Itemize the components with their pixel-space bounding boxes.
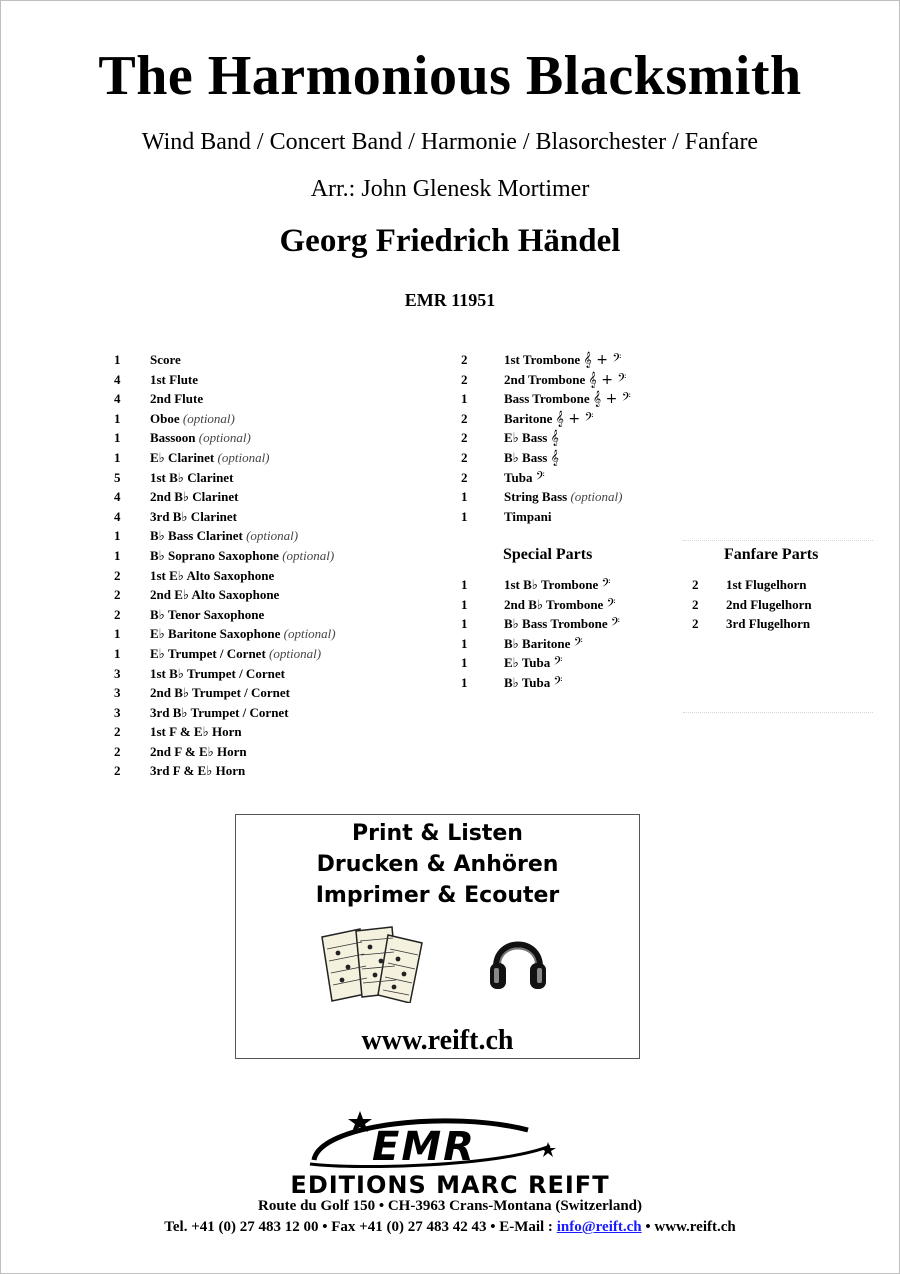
part-label: B♭ Bass <box>504 449 548 465</box>
optional-note: (optional) <box>282 547 335 563</box>
part-name <box>504 634 583 655</box>
part-label: 2nd B♭ Trumpet / Cornet <box>150 685 290 701</box>
part-quantity: 1 <box>114 645 121 661</box>
part-quantity: 1 <box>461 391 468 407</box>
part-name <box>504 370 626 391</box>
headphones-icon <box>488 925 548 995</box>
part-row <box>114 605 414 625</box>
part-row <box>114 370 414 390</box>
part-label: 2nd F & E♭ Horn <box>150 743 247 759</box>
part-quantity: 2 <box>461 449 468 465</box>
part-label: 1st F & E♭ Horn <box>150 724 242 740</box>
clef-icon: 𝄢 <box>535 469 545 486</box>
part-name <box>150 448 270 468</box>
print-listen-promo[interactable] <box>235 814 640 1059</box>
composer-name: Georg Friedrich Händel <box>279 223 621 259</box>
part-quantity: 4 <box>114 371 121 387</box>
part-name <box>150 664 285 684</box>
special-part-row <box>461 673 681 693</box>
part-name <box>504 614 620 635</box>
part-label: 2nd Flute <box>150 391 204 407</box>
part-name <box>150 585 279 605</box>
clef-icon: 𝄞 + 𝄢 <box>583 352 622 368</box>
special-part-row <box>461 595 681 615</box>
part-name <box>504 448 559 469</box>
promo-line-french: Imprimer & Ecouter <box>315 883 560 908</box>
part-quantity: 2 <box>461 352 468 367</box>
clef-icon: 𝄢 <box>553 674 563 691</box>
part-row <box>114 526 414 546</box>
part-quantity: 1 <box>461 489 468 505</box>
part-quantity: 2 <box>114 567 121 583</box>
part-row <box>114 487 414 507</box>
part-quantity: 1 <box>461 577 468 592</box>
catalog-number: EMR 11951 <box>404 290 496 310</box>
part-quantity: 1 <box>114 528 121 544</box>
part-name <box>504 428 559 449</box>
publisher-contact <box>0 1219 900 1236</box>
parts-list-column-2 <box>461 350 681 526</box>
part-row <box>114 389 414 409</box>
part-name <box>150 624 336 644</box>
part-label: 3rd F & E♭ Horn <box>150 763 246 779</box>
part-name <box>504 673 563 694</box>
parts-list-column-1 <box>114 350 414 781</box>
part-name <box>726 575 807 595</box>
promo-url-link[interactable]: www.reift.ch <box>361 1025 514 1056</box>
part-name <box>150 468 233 488</box>
part-name <box>504 595 616 616</box>
optional-note: (optional) <box>283 626 336 642</box>
part-row <box>114 761 414 781</box>
part-quantity: 1 <box>461 596 468 612</box>
part-quantity: 2 <box>692 577 699 592</box>
clef-icon: 𝄢 <box>573 635 583 652</box>
part-row <box>461 350 681 370</box>
part-name <box>150 526 298 546</box>
part-name <box>150 605 264 625</box>
part-row <box>114 722 414 742</box>
part-quantity: 2 <box>692 596 699 612</box>
part-name <box>150 644 321 664</box>
optional-note: (optional) <box>182 410 235 426</box>
part-label: E♭ Trumpet / Cornet <box>150 645 266 661</box>
optional-note: (optional) <box>198 430 251 446</box>
part-row <box>114 624 414 644</box>
optional-note: (optional) <box>269 645 322 661</box>
part-label: 1st Flugelhorn <box>726 577 807 592</box>
part-name <box>150 683 290 703</box>
part-name <box>504 653 563 674</box>
part-name <box>150 722 242 742</box>
part-label: 1st E♭ Alto Saxophone <box>150 567 275 583</box>
part-name <box>150 350 181 370</box>
part-row <box>114 585 414 605</box>
clef-icon: 𝄞 + 𝄢 <box>592 391 631 408</box>
part-quantity: 2 <box>461 430 468 446</box>
emr-logo <box>300 1108 570 1170</box>
contact-phone-fax: Tel. +41 (0) 27 483 12 00 • Fax +41 (0) 27 483 42 43 • E-Mail : <box>164 1219 557 1235</box>
part-name <box>504 507 551 527</box>
part-label: Oboe <box>150 410 180 426</box>
part-label: B♭ Tenor Saxophone <box>150 606 265 622</box>
part-quantity: 2 <box>461 469 468 485</box>
part-label: B♭ Bass Trombone <box>504 616 608 632</box>
part-row <box>114 448 414 468</box>
part-name <box>150 703 289 723</box>
clef-icon: 𝄞 + 𝄢 <box>555 410 594 427</box>
part-name <box>504 389 631 410</box>
part-quantity: 1 <box>114 430 121 446</box>
part-row <box>461 409 681 429</box>
part-label: Bassoon <box>150 430 196 446</box>
publisher-address: Route du Golf 150 • CH-3963 Crans-Montana (Switzerland) <box>258 1198 642 1214</box>
part-label: E♭ Clarinet <box>150 449 215 465</box>
part-quantity: 1 <box>114 449 121 465</box>
clef-icon: 𝄢 <box>601 577 611 593</box>
part-name <box>726 614 810 634</box>
part-quantity: 1 <box>461 655 468 671</box>
part-quantity: 5 <box>114 469 121 485</box>
part-quantity: 1 <box>461 635 468 651</box>
part-label: Tuba <box>504 469 533 485</box>
part-quantity: 1 <box>114 410 121 426</box>
fanfare-parts-list <box>692 575 872 634</box>
part-label: 1st Trombone <box>504 352 581 367</box>
part-name <box>150 409 235 429</box>
clef-icon: 𝄞 + 𝄢 <box>588 371 627 388</box>
part-row <box>461 507 681 527</box>
promo-line-german: Drucken & Anhören <box>316 852 559 877</box>
part-quantity: 3 <box>114 685 121 701</box>
optional-note: (optional) <box>217 449 270 465</box>
part-label: 2nd Flugelhorn <box>726 596 812 612</box>
part-name <box>150 742 247 762</box>
special-parts-list <box>461 575 681 693</box>
part-label: 1st B♭ Clarinet <box>150 469 234 485</box>
fanfare-part-row <box>692 614 872 634</box>
part-label: B♭ Tuba <box>504 674 551 690</box>
optional-note: (optional) <box>570 489 623 505</box>
part-row <box>461 468 681 488</box>
part-quantity: 1 <box>461 616 468 632</box>
part-row <box>461 428 681 448</box>
part-row <box>114 468 414 488</box>
part-row <box>114 742 414 762</box>
fanfare-parts-heading: Fanfare Parts <box>724 546 819 563</box>
part-quantity: 2 <box>461 410 468 426</box>
part-label: Timpani <box>504 508 552 524</box>
part-row <box>114 507 414 527</box>
part-name <box>150 761 245 781</box>
part-label: 2nd E♭ Alto Saxophone <box>150 587 280 603</box>
part-label: 1st B♭ Trombone <box>504 577 599 592</box>
promo-line-english: Print & Listen <box>352 821 523 846</box>
part-quantity: 2 <box>461 371 468 387</box>
clef-icon: 𝄢 <box>606 596 616 613</box>
part-row <box>114 644 414 664</box>
part-label: 1st Flute <box>150 371 199 387</box>
part-quantity: 3 <box>114 704 121 720</box>
page-title: The Harmonious Blacksmith <box>98 45 802 107</box>
part-row <box>114 350 414 370</box>
clef-icon: 𝄢 <box>610 616 620 633</box>
part-name <box>150 370 198 390</box>
part-label: 2nd Trombone <box>504 371 586 387</box>
special-part-row <box>461 614 681 634</box>
part-label: E♭ Baritone Saxophone <box>150 626 281 642</box>
part-label: 3rd Flugelhorn <box>726 616 811 632</box>
part-quantity: 1 <box>461 674 468 690</box>
part-label: Score <box>150 352 181 367</box>
fanfare-part-row <box>692 595 872 615</box>
part-quantity: 1 <box>114 352 121 367</box>
part-name <box>504 487 622 507</box>
part-row <box>114 703 414 723</box>
part-quantity: 2 <box>114 606 121 622</box>
part-name <box>504 409 594 430</box>
part-label: B♭ Baritone <box>504 635 571 651</box>
part-row <box>461 389 681 409</box>
part-label: B♭ Soprano Saxophone <box>150 547 279 563</box>
sheet-music-icon <box>318 923 428 1003</box>
special-part-row <box>461 575 681 595</box>
part-label: 2nd B♭ Trombone <box>504 596 604 612</box>
part-quantity: 2 <box>114 724 121 740</box>
part-label: 2nd B♭ Clarinet <box>150 489 239 505</box>
part-quantity: 4 <box>114 489 121 505</box>
part-label: 1st B♭ Trumpet / Cornet <box>150 665 285 681</box>
ensemble-subtitle: Wind Band / Concert Band / Harmonie / Blasorchester / Fanfare <box>141 129 759 155</box>
contact-website: • www.reift.ch <box>641 1219 736 1235</box>
svg-text:EMR: EMR <box>372 1124 476 1170</box>
part-row <box>114 409 414 429</box>
part-row <box>114 566 414 586</box>
part-label: 3rd B♭ Trumpet / Cornet <box>150 704 289 720</box>
part-quantity: 2 <box>114 743 121 759</box>
part-label: String Bass <box>504 489 568 505</box>
part-row <box>461 487 681 507</box>
part-row <box>114 683 414 703</box>
part-row <box>114 428 414 448</box>
part-name <box>150 487 238 507</box>
part-quantity: 2 <box>114 587 121 603</box>
optional-note: (optional) <box>246 528 299 544</box>
fanfare-divider-top <box>683 540 873 541</box>
special-part-row <box>461 634 681 654</box>
part-quantity: 2 <box>114 763 121 779</box>
part-row <box>461 370 681 390</box>
email-link[interactable]: info@reift.ch <box>556 1219 642 1235</box>
arranger-credit: Arr.: John Glenesk Mortimer <box>310 176 590 202</box>
part-quantity: 1 <box>461 508 468 524</box>
part-label: B♭ Bass Clarinet <box>150 528 243 544</box>
part-row <box>461 448 681 468</box>
clef-icon: 𝄞 <box>550 430 559 447</box>
part-row <box>114 664 414 684</box>
clef-icon: 𝄞 <box>550 449 559 466</box>
publisher-name: EDITIONS MARC REIFT <box>290 1171 610 1199</box>
part-name <box>150 546 334 566</box>
part-label: E♭ Bass <box>504 430 548 446</box>
part-quantity: 2 <box>692 616 699 632</box>
part-label: Baritone <box>504 410 553 426</box>
special-part-row <box>461 653 681 673</box>
part-label: E♭ Tuba <box>504 655 551 671</box>
part-name <box>150 389 203 409</box>
part-name <box>504 468 545 489</box>
part-name <box>150 428 251 448</box>
part-quantity: 1 <box>114 626 121 642</box>
part-name <box>726 595 812 615</box>
special-parts-heading: Special Parts <box>503 546 593 563</box>
clef-icon: 𝄢 <box>553 655 563 672</box>
part-name <box>504 575 611 596</box>
part-quantity: 1 <box>114 547 121 563</box>
part-row <box>114 546 414 566</box>
part-label: 3rd B♭ Clarinet <box>150 508 238 524</box>
part-quantity: 3 <box>114 665 121 681</box>
part-name <box>150 507 237 527</box>
fanfare-part-row <box>692 575 872 595</box>
part-quantity: 4 <box>114 508 121 524</box>
part-name <box>504 350 621 371</box>
fanfare-divider-bottom <box>683 712 873 713</box>
part-name <box>150 566 274 586</box>
part-label: Bass Trombone <box>504 391 590 407</box>
part-quantity: 4 <box>114 391 121 407</box>
